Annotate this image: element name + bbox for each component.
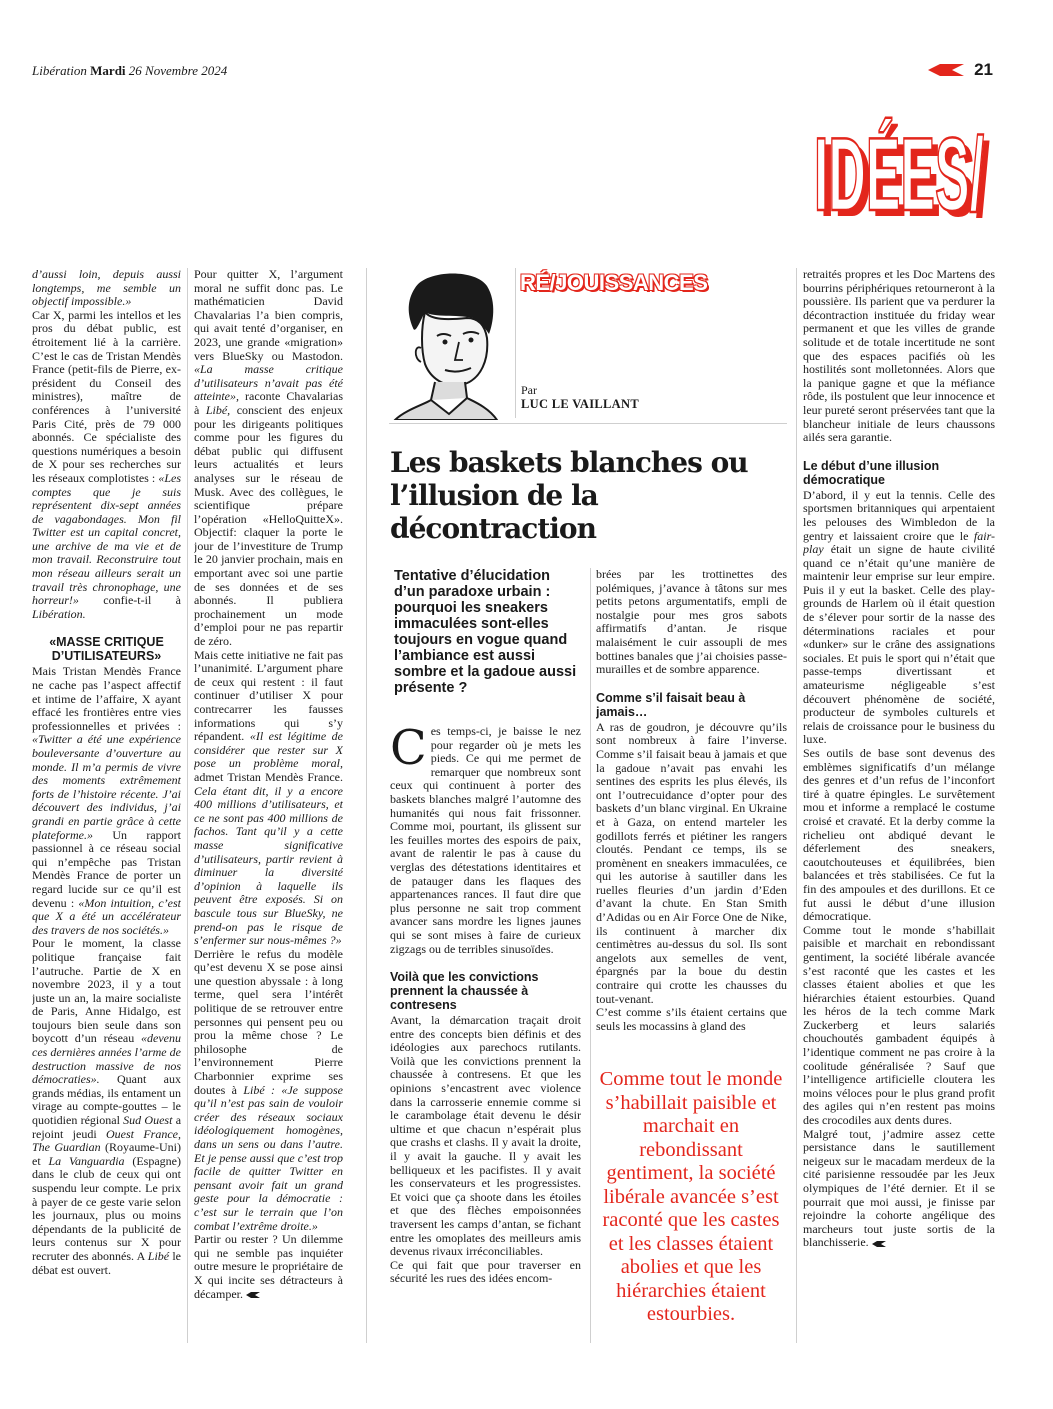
page-number: 21: [974, 60, 993, 79]
quote: «Mon intuition, c’est que X a été un accélérateur des travers de nos sociétés.»: [32, 895, 181, 937]
paragraph: Pour le moment, la classe politique française fait l’autruche. Partie de X en novembre 2023, il y a tout juste un an, la maire socialiste de Paris, Anne Hidalgo, est toujours bien seule dans son boycott d’un réseau: [32, 936, 181, 1046]
paragraph: Pour quitter X, l’argument moral ne suffit donc pas. Le mathématicien David Chavalarias l’a bien compris, qui avait tenté d’organiser, en 2023, une grande «migration» vers BlueSky ou Mastodon.: [194, 268, 343, 363]
emphasis: fair-play: [803, 528, 995, 557]
paragraph-text: a rejoint jeudi: [32, 1113, 181, 1141]
subhead: «MASSE CRITIQUE D’UTILISATEURS»: [49, 635, 164, 664]
paragraph: Avant, la démarcation traçait droit entre des concepts bien définis et des idéologies aux parechocs rutilants. Voilà que les convictions prennent la chaussée à contresens. Et que les opinions s’encastrent avec violence dans la carrosserie ennemie comme si le carambolage était devenu le désir ultime et que chacun n’espérait plus que crashs et clashs. Il y avait la droite, il y avait la gauche. Il y avait les belliqueux et les pacifistes. Il y avait les conservateurs et les progressistes. Et voici que ça shoote dans les étoiles et que des flèches empoisonnées traversent les camps d’antan, se fichant entre les omoplates des meilleurs amis devenus rivaux irréconciliables.: [390, 1013, 581, 1259]
paragraph: Ce qui fait que pour traverser en sécurité les rues des idées encom-: [390, 1257, 581, 1286]
paragraph-text: (Royaume-Uni) et: [32, 1140, 181, 1168]
section-title: [814, 116, 994, 224]
paragraph: C’est comme s’ils étaient certains que seuls les mocassins à gland des: [596, 1005, 787, 1033]
page-number-block: [928, 60, 993, 80]
paper-name: Libération: [32, 63, 87, 78]
column-4: [596, 568, 787, 1068]
paragraph: D’abord, il y eut la tennis. Celle des sportsmen britanniques qui arpentaient les pelouses des Wimbledon de la gentry et laissaient croire que le: [803, 487, 995, 543]
paragraph-text: le débat est ouvert.: [32, 1248, 181, 1277]
paragraph: Car X, parmi les intellos et les pros du débat public, est étroitement lié à la carrière. C’est le cas de Tristan Mendès France (petit-fils de Pierre, ex-président du Conseil des ministres), maître de conférences à l’université Paris Cité, près de 79 000 abonnés. Ce spécialiste des questions numériques a besoin de X pour ses recherches sur les réseaux complotistes :: [32, 307, 181, 485]
source-name: Libé :: [243, 1082, 276, 1097]
paragraph-text: (Espagne) dans le club de ceux qui ont suspendu leur compte. Le prix à payer de ce geste varie selon les journaux, plus ou moins dépendants de la publicité de leurs contenus sur X pour recruter des abonnés. A: [32, 1153, 181, 1263]
source-name: Sud Ouest: [123, 1113, 173, 1128]
paragraph: brées par les trottinettes des polémiques, j’avance à tâtons sur mes petits petons argumentatifs, empli de nostalgie pour mes gros sabots affirmatifs d’antan. Je risque malaisément le cuir assoupli de mes bottines banales que j’ai choisies passe-murailles et de sombre apparence.: [596, 568, 787, 677]
byline-divider: [515, 268, 516, 418]
drop-cap: C: [390, 725, 427, 776]
byline-prefix: Par: [521, 383, 537, 397]
paragraph-text: Quant aux grands médias, ils entament un virage au compte-gouttes – le quotidien régional: [32, 1072, 181, 1128]
paragraph: Malgré tout, j’admire assez cette persistance dans le sautillement neigeux sur le macadam merdeux de la cité parisienne ressoudée par les Jeux olympiques de l’été dernier. Et il se pourrait que moi aussi, je finisse par rejoindre la cohorte angélique des marcheurs tout juste sortis de la blanchisserie.: [803, 1126, 995, 1250]
quote: «La masse critique d’utilisateurs n’avait pas été atteinte»,: [194, 362, 343, 404]
byline-rule: [389, 423, 787, 424]
end-of-article-icon: [246, 1292, 260, 1298]
column-rule: [590, 568, 591, 1343]
column-5: [803, 268, 995, 1348]
subhead: Voilà que les convictions prennent la chaussée à contresens: [390, 970, 539, 1013]
paragraph-text: était un signe de haute civilité quand ce n’était qu’une manière de maintenir leur emprise sur leur empire. Puis il y eut la basket. Celle des play-grounds de Harlem où il était question de s’élever pour sortir de la nasse des déterminations raciales et pour «dunker» sur le crâne des assignations sociales. Et puis le sport qui n’était que passe-temps divertissant et amateurisme négligeable s’est découvert phénomène de société, producteur de symboles culturels et relais de croissance pour le business du luxe.: [803, 542, 995, 747]
subhead: Le début d’une illusion démocratique: [803, 458, 940, 487]
paragraph-text: Un rapport passionnel à ce réseau social qui n’empêche pas Tristan Mendès France de porter un regard lucide sur ce qu’il est devenu :: [32, 827, 181, 910]
liberation-arrow-icon: [928, 64, 964, 76]
column-2: [194, 268, 343, 1348]
source-name: Libération.: [32, 606, 86, 621]
paragraph: Derrière le refus du modèle qu’est devenu X se pose ainsi une question abyssale : à long terme, quel sera l’intérêt politique de se retrouver entre personnes qui pensent peu ou prou la même chose ? Le philosophe de l’environnement Pierre Charbonnier exprime ses doutes à: [194, 946, 343, 1097]
paragraph-text: raconte Chavalarias à: [194, 389, 343, 417]
paragraph: Comme tout le monde s’habillait paisible et marchait en rebondissant gentiment, la société libérale avancée s’est raconté que les castes et les classes étaient abolies et que les hiérarchies étaient estourbies. Quand les héros de la tech comme Mark Zuckerberg et leurs salariés chouchoutés gambadent équipés à l’identique comment ne pas croire à la coolitude généralisée ? Sauf que l’intelligence artificielle cloutera les moins véloces pour le plus grand profit des agiles qui n’en restent pas moins des crocodiles aux dents dures.: [803, 922, 995, 1128]
pull-quote: Comme tout le monde s’habillait paisible et marchait en rebondissant gentiment, la société libérale avancée s’est raconté que les castes et les classes étaient abolies et que les hiérarchies étaient estourbies.: [599, 1068, 783, 1325]
quote: «Il est légitime de considérer que rester sur X pose un problème moral,: [194, 729, 343, 771]
column-rule: [796, 268, 797, 1343]
section-title-text: IDÉES/: [814, 117, 984, 224]
column-rule: [187, 268, 188, 1343]
page-header: [32, 63, 227, 79]
rubric-label: RÉ/JOUISSANCES: [520, 270, 708, 295]
byline-author: LUC LE VAILLANT: [521, 397, 639, 411]
author-caricature: [385, 268, 510, 420]
paragraph: retraités propres et les Doc Martens des bourrins périphériques retourneront à la poussière. Ils parient que va perdurer la décontraction instituée du friday wear permanent et que les villes de grande solitude et de totale incertitude ne sont que des espaces pacifiés où les hostilités sont molletonnées. Alors que la panique gagne et que la méfiance rôde, ils postulent que leur innocence et leur pureté seront préservées tant que la blancheur initiale de leurs chaussons ailés sera garantie.: [803, 268, 995, 445]
source-name: Libé: [147, 1248, 170, 1263]
paragraph-text: admet Tristan Mendès France.: [194, 769, 343, 784]
paragraph-text: confie-t-il à: [103, 593, 181, 608]
paragraph: Ses outils de base sont devenus des emblèmes significatifs d’un mélange des genres et d’un refus de l’inconfort tiré à quatre épingles. Le survêtement mou et informe a remplacé le costume croisé et cravaté. Et la derby comme la richelieu ont abdiqué devant le déferlement des sneakers, caoutchouteuses et équilibrées, bien balancées et très stabilisées. Ce fut la fin des ampoules et des durillons. Et ce fut aussi le début d’une illusion démocratique.: [803, 746, 995, 924]
header-date: 26 Novembre 2024: [128, 63, 228, 78]
column-rule: [366, 268, 367, 1343]
article-lead: Tentative d’élucidation d’un paradoxe urbain : pourquoi les sneakers immaculées sont-elles toujours en vogue quand l’ambiance est aussi sombre et la gadoue aussi présente ?: [394, 568, 577, 696]
quote: «Je suppose qu’il n’est pas sain de vouloir créer des réseaux sociaux idéologiquement homogènes, dans un sens ou dans l’autre. Et je pense aussi que c’est trop facile de quitter Twitter en pensant avoir fait un grand geste pour la démocratie : c’est sur le terrain que l’on combat l’extrême droite.»: [194, 1082, 343, 1233]
source-name: La Vanguardia: [48, 1153, 125, 1168]
paragraph: Mais Tristan Mendès France ne cache pas l’aspect affectif et intime de l’affaire, X ayant effacé les frontières entre vies professionnelles et privées :: [32, 664, 181, 733]
source-name: Libé,: [205, 402, 231, 417]
article-headline: Les baskets blanches ou l’illusion de la décontraction: [390, 446, 748, 545]
column-3: [390, 725, 581, 1345]
subhead: Comme s’il faisait beau à jamais…: [596, 690, 746, 719]
column-1: [32, 268, 181, 1348]
source-name: Ouest France, The Guardian: [32, 1126, 181, 1155]
quote: «Les comptes que je suis représentent dix-sept années de vagabondages. Mon fil Twitter est un capital concret, une archive de ma vie et de mon travail. Reconstruire tout mon réseau ailleurs serait un travail très chronophage, une horreur!»: [32, 470, 181, 608]
end-of-article-icon: [872, 1241, 886, 1247]
paragraph: es temps-ci, je baisse le nez pour regarder où je mets les pieds. Ce qui me permet de remarquer que nombreux sont ceux qui continuent à porter des baskets blanches malgré l’automne des humanités qui nous fait frissonner. Comme moi, pourtant, ils glissent sur les feuilles mortes des espoirs de paix, avant de ralentir le pas à cause du verglas des détestations identitaires et de patauger dans les flaques des appartenances rances. Il faut dire que plus personne ne sait trop comment avancer sans mordre les lignes jaunes qui se sont mises à faire de curieux zigzags ou de terribles sinusoïdes.: [390, 725, 581, 956]
header-day: Mardi: [90, 63, 126, 78]
paragraph: Mais cette initiative ne fait pas l’unanimité. L’argument phare de ceux qui restent : il faut continuer d’utiliser X pour contrecarrer les fausses informations qui s’y répandent.: [194, 647, 343, 744]
paragraph: Partir ou rester ? Un dilemme qui ne semble pas inquiéter outre mesure le propriétaire de X qui incite ses détracteurs à décamper.: [194, 1232, 343, 1301]
section-title-shadow: IDÉES/: [820, 123, 990, 224]
paragraph: A ras de goudron, je découvre qu’ils sont nombreux à faire l’inverse. Comme s’il faisait beau à jamais et que la gadoue n’avait pas envahi les sentines des esprits les plus élevés, ils ont l’outrecuidance d’opter pour des baskets d’un blanc virginal. En Ukraine et à Gaza, on entend marteler les godillots ferrés et piétiner les rangers cloutés. Pendant ce temps, ils se promènent en sneakers immaculées, ce qui les autorise à sautiller dans les ruelles fleuries d’un jardin d’Eden d’avant la chute. En Stan Smith d’Adidas ou en Air Force One de Nike, ils continuent à marcher dix centimètres au-dessus du sol. Ils sont angelots aux semelles de vent, épargnés par la boue du destin contraire qui crotte les chausses du tout-venant.: [596, 719, 787, 1006]
quote: «Twitter a été une expérience bouleversante d’ouverture au monde. Il m’a permis de vivre des moments extrêmement forts de l’histoire récente. J’ai découvert des individus, j’ai grandi en partie grâce à cette plateforme.»: [32, 732, 181, 842]
paragraph-text: conscient des enjeux pour les dirigeants politiques comme pour les figures du débat public qui diffusent leurs actualités et leurs analyses sur le réseau de Musk. Avec des collègues, le scientifique prépare l’opération «HelloQuitteX». Objectif: claquer la porte le jour de l’investiture de Trump le 20 janvier prochain, mais en emportant avec soi une partie de ses données et de ses abonnés. Il publiera prochainement un mode d’emploi pour ne pas repartir de zéro.: [194, 402, 343, 649]
paragraph: d’aussi loin, depuis aussi longtemps, me semble un objectif impossible.»: [32, 268, 181, 309]
quote: «devenu ces dernières années l’arme de destruction massive de nos démocraties».: [32, 1031, 181, 1087]
quote: Cela étant dit, il y a encore 400 millions d’utilisateurs, et ce ne sont pas 400 millions de fachos. Tant qu’il y a cette masse significative d’utilisateurs, partir revient à diminuer la diversité d’opinion à laquelle ils peuvent être exposés. Si on bascule tous sur BlueSky, ne prend-on pas le risque de s’enfermer sur nous-mêmes ?»: [194, 783, 343, 948]
